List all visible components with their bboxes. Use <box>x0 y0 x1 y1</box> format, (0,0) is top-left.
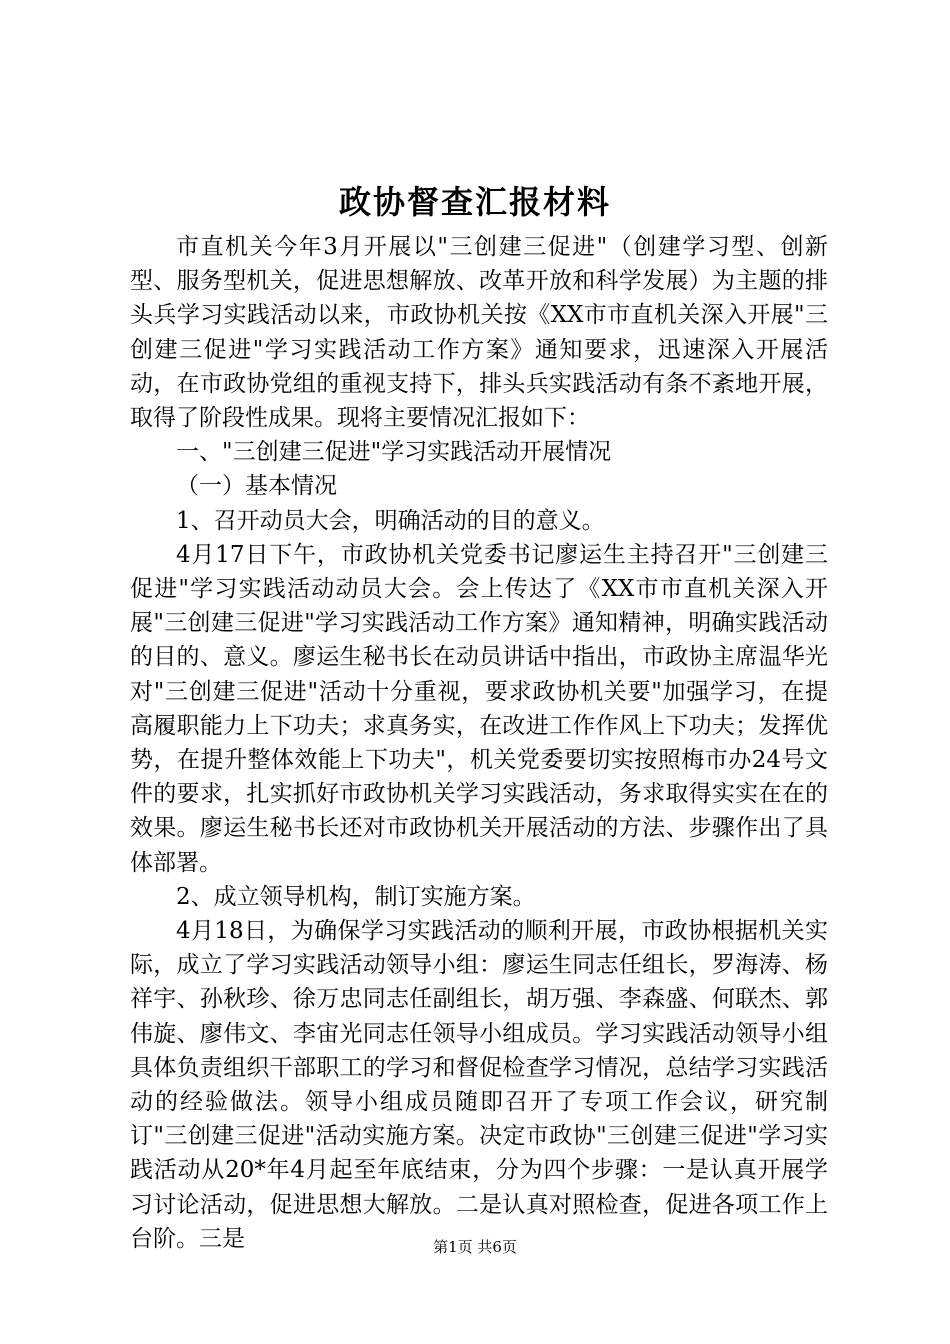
page-footer: 第1页 共6页 <box>433 1238 517 1256</box>
paragraph-leadership-group: 4月18日，为确保学习实践活动的顺利开展，市政协根据机关实际，成立了学习实践活动领导小组：廖运生同志任组长，罗海涛、杨祥宇、孙秋珍、徐万忠同志任副组长，胡万强、李森盛、何联杰、郭伟旋、廖伟文、李宙光同志任领导小组成员。学习实践活动领导小组具体负责组织干部职工的学习和督促检查学习情况，总结学习实践活动的经验做法。领导小组成员随即召开了专项工作会议，研究制订"三创建三促进"活动实施方案。决定市政协"三创建三促进"学习实践活动从20*年4月起至年底结束，分为四个步骤：一是认真开展学习讨论活动，促进思想大解放。二是认真对照检查，促进各项工作上台阶。三是 <box>130 918 828 1252</box>
item-heading-1: 1、召开动员大会，明确活动的目的意义。 <box>176 507 605 534</box>
paragraph-intro: 市直机关今年3月开展以"三创建三促进"（创建学习型、创新型、服务型机关，促进思想解放、改革开放和科学发展）为主题的排头兵学习实践活动以来，市政协机关按《XX市市直机关深入开展"三创建三促进"学习实践活动工作方案》通知要求，迅速深入开展活动，在市政协党组的重视支持下，排头兵实践活动有条不紊地开展，取得了阶段性成果。现将主要情况汇报如下： <box>130 234 828 432</box>
item-heading-2: 2、成立领导机构，制订实施方案。 <box>176 883 536 910</box>
document-title: 政协督查汇报材料 <box>338 183 611 221</box>
section-heading-1: 一、"三创建三促进"学习实践活动开展情况 <box>176 439 612 466</box>
document-body <box>130 230 828 1256</box>
subsection-heading-basic: （一）基本情况 <box>176 473 337 500</box>
paragraph-mobilization-meeting: 4月17日下午，市政协机关党委书记廖运生主持召开"三创建三促进"学习实践活动动员大会。会上传达了《XX市市直机关深入开展"三创建三促进"学习实践活动工作方案》通知精神，明确实践活动的目的、意义。廖运生秘书长在动员讲话中指出，市政协主席温华光对"三创建三促进"活动十分重视，要求政协机关要"加强学习，在提高履职能力上下功夫；求真务实，在改进工作作风上下功夫；发挥优势，在提升整体效能上下功夫"，机关党委要切实按照梅市办24号文件的要求，扎实抓好市政协机关学习实践活动，务求取得实实在在的效果。廖运生秘书长还对市政协机关开展活动的方法、步骤作出了具体部署。 <box>130 541 828 876</box>
